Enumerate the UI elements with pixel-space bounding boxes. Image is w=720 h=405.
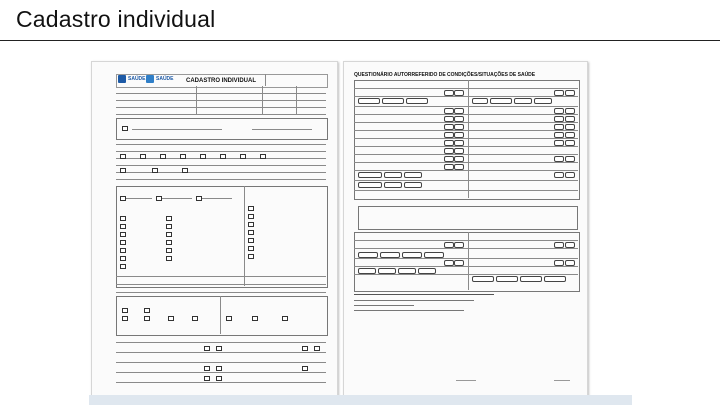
- housing-section-frame: [358, 206, 578, 230]
- questionario-autorreferido-page: [343, 61, 588, 396]
- header-divider: [265, 74, 266, 86]
- brand-label-2: SAÚDE: [156, 76, 174, 82]
- brand-label-1: SAÚDE: [128, 76, 146, 82]
- street-situation-frame: [354, 232, 580, 292]
- responsible-checkbox[interactable]: [122, 126, 128, 131]
- signature-line: [456, 380, 476, 381]
- form-title: CADASTRO INDIVIDUAL: [186, 78, 256, 84]
- title-divider: [0, 40, 720, 41]
- responsible-date[interactable]: [252, 129, 312, 130]
- slide-title: Cadastro individual: [16, 6, 216, 32]
- questionnaire-title: QUESTIONÁRIO AUTORREFERIDO DE CONDIÇÕES/SITUAÇÕES DE SAÚDE: [354, 72, 536, 78]
- section-divider: [244, 186, 245, 286]
- cadastro-individual-form-page: [91, 61, 338, 396]
- responsible-field[interactable]: [132, 129, 222, 130]
- sociodemographic-section: [116, 186, 328, 288]
- scan-bottom-strip: [89, 395, 632, 405]
- page-footer-mark: [554, 380, 570, 381]
- situation-divider: [220, 296, 221, 334]
